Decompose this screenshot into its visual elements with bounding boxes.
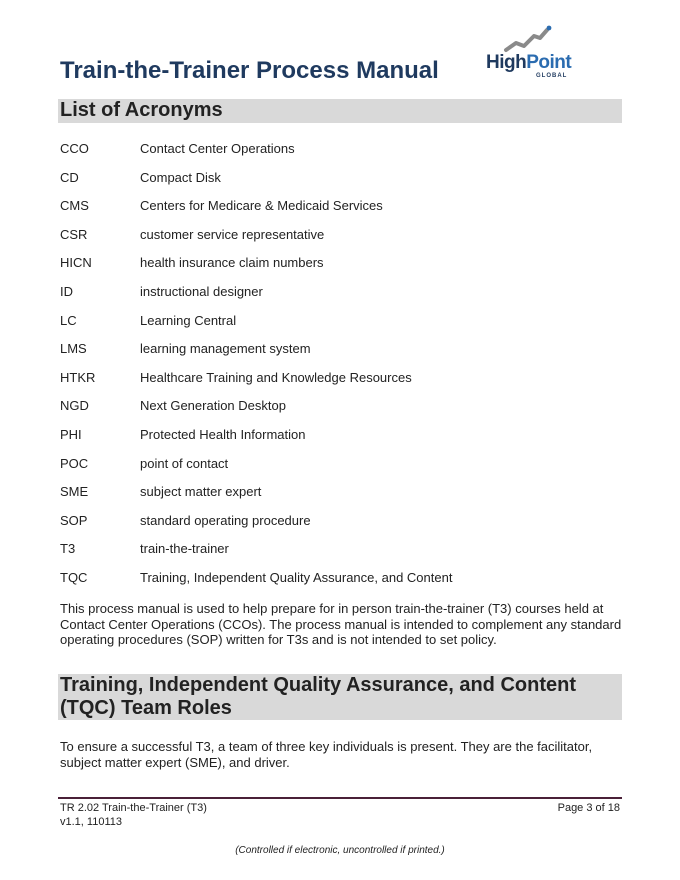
acronym-row <box>60 427 620 456</box>
acronym-definition: learning management system <box>140 341 311 357</box>
acronym-term: POC <box>60 455 89 471</box>
acronym-term: NGD <box>60 398 89 414</box>
acronym-term: LMS <box>60 341 87 357</box>
acronym-term: HICN <box>60 255 92 271</box>
acronym-term: CSR <box>60 226 88 242</box>
acronym-term: CMS <box>60 198 89 214</box>
acronym-term: SME <box>60 484 89 500</box>
acronym-row <box>60 456 620 485</box>
acronym-row <box>60 570 620 599</box>
acronym-row <box>60 370 620 399</box>
footer-page-number: Page 3 of 18 <box>557 802 620 814</box>
acronym-row <box>60 541 620 570</box>
acronym-definition: Centers for Medicare & Medicaid Services <box>140 198 383 214</box>
team-paragraph: To ensure a successful T3, a team of three key individuals is present. They are the facilitator, subject matter expert (SME), and driver. <box>60 739 593 770</box>
section-heading-tqc-team-roles: Training, Independent Quality Assurance, and Content (TQC) Team Roles <box>58 674 622 720</box>
acronym-definition: subject matter expert <box>140 484 262 500</box>
logo-word-global: GLOBAL <box>536 73 568 79</box>
highpoint-global-logo <box>484 24 574 80</box>
acronym-row <box>60 227 620 256</box>
logo-word-point: Point <box>526 52 572 73</box>
acronym-list <box>60 141 620 599</box>
acronym-row <box>60 398 620 427</box>
acronym-definition: standard operating procedure <box>140 512 311 528</box>
acronym-term: LC <box>60 312 77 328</box>
acronym-definition: customer service representative <box>140 226 325 242</box>
acronym-row <box>60 198 620 227</box>
acronym-row <box>60 513 620 542</box>
acronym-row <box>60 255 620 284</box>
footer-doc-id: TR 2.02 Train-the-Trainer (T3) <box>60 802 207 814</box>
page-title: Train-the-Trainer Process Manual <box>60 57 439 84</box>
acronym-definition: health insurance claim numbers <box>140 255 324 271</box>
trend-chart-icon <box>506 26 551 50</box>
acronym-term: T3 <box>60 541 76 557</box>
logo-word-high: High <box>486 52 527 73</box>
acronym-row <box>60 141 620 170</box>
acronym-definition: instructional designer <box>140 283 263 299</box>
acronym-definition: Healthcare Training and Knowledge Resources <box>140 369 412 385</box>
section-heading-acronyms: List of Acronyms <box>58 99 622 123</box>
acronym-definition: train-the-trainer <box>140 541 229 557</box>
acronym-definition: point of contact <box>140 455 229 471</box>
acronym-row <box>60 170 620 199</box>
acronym-definition: Training, Independent Quality Assurance, and Content <box>140 569 453 585</box>
footer-rule <box>58 797 622 799</box>
acronym-term: CD <box>60 169 79 185</box>
svg-text:HighPoint <box>486 52 572 73</box>
intro-paragraph: This process manual is used to help prepare for in person train-the-trainer (T3) courses held at Contact Center Operations (CCOs). The process manual is intended to complement any standard operating procedures (SOP) written for T3s and is not intended to set policy. <box>60 601 622 647</box>
acronym-term: HTKR <box>60 369 96 385</box>
acronym-definition: Compact Disk <box>140 169 221 185</box>
acronym-term: ID <box>60 283 73 299</box>
acronym-row <box>60 313 620 342</box>
footer-version: v1.1, 110113 <box>60 816 122 828</box>
acronym-row <box>60 484 620 513</box>
acronym-term: SOP <box>60 512 88 528</box>
footer-control-note: (Controlled if electronic, uncontrolled if printed.) <box>235 845 445 856</box>
acronym-definition: Protected Health Information <box>140 426 306 442</box>
footer-left <box>60 801 207 829</box>
acronym-row <box>60 284 620 313</box>
acronym-definition: Next Generation Desktop <box>140 398 286 414</box>
acronym-definition: Contact Center Operations <box>140 141 295 156</box>
acronym-term: TQC <box>60 569 88 585</box>
acronym-row <box>60 341 620 370</box>
acronym-term: CCO <box>60 141 89 156</box>
acronym-definition: Learning Central <box>140 312 237 328</box>
acronym-term: PHI <box>60 426 82 442</box>
